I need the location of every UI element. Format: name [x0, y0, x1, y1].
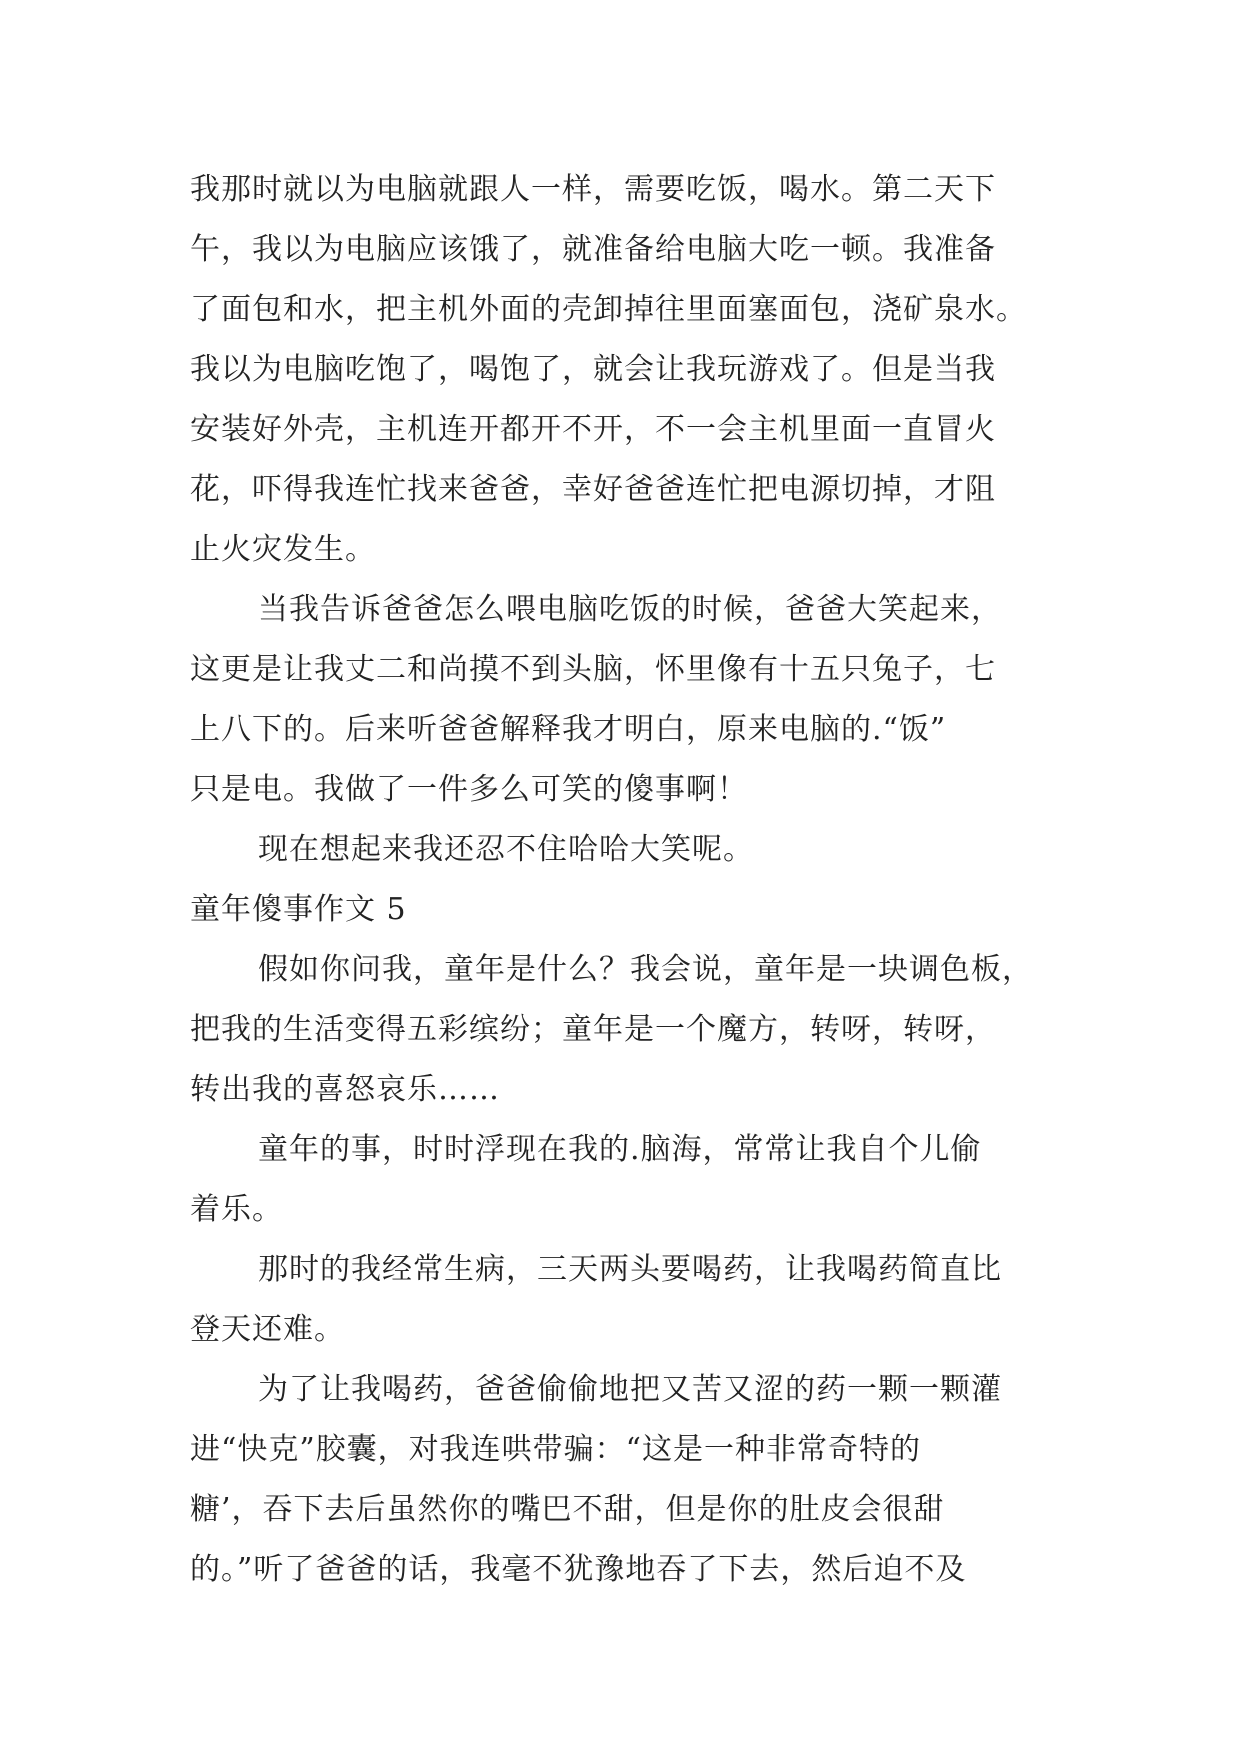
text-line: 只是电。我做了一件多么可笑的傻事啊！: [190, 772, 748, 807]
text-line: 那时的我经常生病，三天两头要喝药，让我喝药简直比: [258, 1252, 1002, 1287]
text-line: 这更是让我丈二和尚摸不到头脑，怀里像有十五只兔子，七: [190, 652, 996, 687]
text-line: 午，我以为电脑应该饿了，就准备给电脑大吃一顿。我准备: [190, 232, 996, 267]
text-line: 现在想起来我还忍不住哈哈大笑呢。: [258, 832, 754, 867]
text-line: 把我的生活变得五彩缤纷；童年是一个魔方，转呀，转呀，: [190, 1012, 996, 1047]
text-line: 着乐。: [190, 1192, 283, 1227]
text-line: 了面包和水，把主机外面的壳卸掉往里面塞面包，浇矿泉水。: [190, 292, 1027, 327]
text-line: 登天还难。: [190, 1312, 345, 1347]
text-line: 我那时就以为电脑就跟人一样，需要吃饭，喝水。第二天下: [190, 172, 996, 207]
text-line: 假如你问我，童年是什么？我会说，童年是一块调色板，: [258, 952, 1033, 987]
paragraph: [190, 160, 1050, 580]
text-line: 花，吓得我连忙找来爸爸，幸好爸爸连忙把电源切掉，才阻: [190, 472, 996, 507]
text-line: 糖’，吞下去后虽然你的嘴巴不甜，但是你的肚皮会很甜: [190, 1492, 945, 1527]
document-body: [190, 160, 1050, 1600]
text-line: 转出我的喜怒哀乐……: [190, 1072, 500, 1107]
text-line: 我以为电脑吃饱了，喝饱了，就会让我玩游戏了。但是当我: [190, 352, 996, 387]
text-line: 为了让我喝药，爸爸偷偷地把又苦又涩的药一颗一颗灌: [258, 1372, 1002, 1407]
text-line: 安装好外壳，主机连开都开不开，不一会主机里面一直冒火: [190, 412, 996, 447]
paragraph: [190, 1360, 1050, 1600]
text-line: 当我告诉爸爸怎么喂电脑吃饭的时候，爸爸大笑起来，: [258, 592, 1002, 627]
paragraph: [190, 940, 1050, 1120]
section-heading: 童年傻事作文 5: [190, 892, 407, 927]
text-line: 止火灾发生。: [190, 532, 376, 567]
text-line: 童年的事，时时浮现在我的.脑海，常常让我自个儿偷: [258, 1132, 982, 1167]
paragraph: [190, 1240, 1050, 1360]
paragraph: [190, 1120, 1050, 1240]
paragraph: [190, 820, 1050, 880]
text-line: 的。”听了爸爸的话，我毫不犹豫地吞了下去，然后迫不及: [190, 1552, 967, 1587]
text-line: 进“快克”胶囊，对我连哄带骗：“这是一种非常奇特的: [190, 1432, 922, 1467]
text-line: 上八下的。后来听爸爸解释我才明白，原来电脑的.“饭”: [190, 712, 947, 747]
paragraph: [190, 580, 1050, 820]
